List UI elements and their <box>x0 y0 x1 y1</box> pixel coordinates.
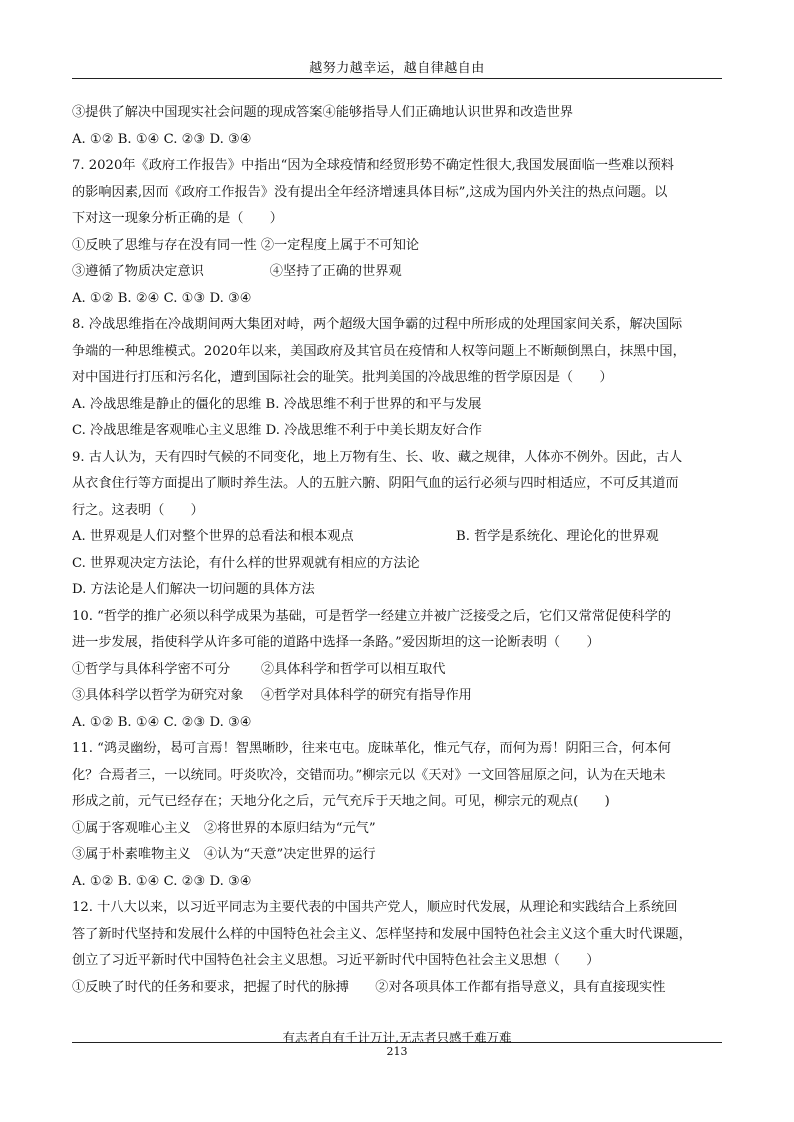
text-line: 的影响因素,因而《政府工作报告》没有提出全年经济增速具体目标”,这成为国内外关注的热点问题。以 <box>72 184 668 200</box>
text-line: ③具体科学以哲学为研究对象 ④哲学对具体科学的研究有指导作用 <box>72 688 472 703</box>
text-line: ③遵循了物质决定意识 ④坚持了正确的世界观 <box>72 264 402 279</box>
text-line: 进一步发展，指使科学从许多可能的道路中选择一条路。”爱因斯坦的这一论断表明（ ） <box>72 635 600 650</box>
text-line: A. ①② B. ②④ C. ①③ D. ③④ <box>72 290 252 306</box>
text-line: 8. 冷战思维指在冷战期间两大集团对峙，两个超级大国争霸的过程中所形成的处理国家间关系，解决国际 <box>72 317 683 332</box>
page-footer-motto: 有志者自有千计万计,无志者只感千难万难 <box>282 1030 512 1045</box>
text-line: 下对这一现象分析正确的是（ ） <box>72 211 283 226</box>
text-line: 11. “鸿灵幽纷，曷可言焉！智黑晰眇，往来屯屯。庞昧革化，惟元气存，而何为焉！阴阳三合，何本何 <box>72 741 671 756</box>
question-content <box>72 100 722 1001</box>
text-line: ①反映了思维与存在没有同一性 ②一定程度上属于不可知论 <box>72 237 420 253</box>
text-line: 10. “哲学的推广必须以科学成果为基础，可是哲学一经建立并被广泛接受之后，它们又常常促使科学的 <box>72 608 671 624</box>
text-line: ①哲学与具体科学密不可分 ②具体科学和哲学可以相互取代 <box>72 661 446 677</box>
q9-options-row <box>72 524 722 551</box>
text-line: 答了新时代坚持和发展什么样的中国特色社会主义、怎样坚持和发展中国特色社会主义这个重大时代课题， <box>72 926 692 942</box>
text-line: 从衣食住行等方面提出了顺时养生法。人的五脏六腑、阴阳气血的运行必须与四时相适应，不可反其道而 <box>72 476 679 491</box>
text-line: 9. 古人认为，天有四时气候的不同变化，地上万物有生、长、收、藏之规律，人体亦不例外。因此，古人 <box>72 449 683 465</box>
page-number: 213 <box>386 1045 408 1058</box>
q9-option-a: A. 世界观是人们对整个世界的总看法和根本观点 <box>72 529 354 544</box>
text-line: A. ①② B. ①④ C. ②③ D. ③④ <box>72 714 252 730</box>
header-rule <box>72 78 722 79</box>
footer-rule <box>72 1042 722 1043</box>
q9-option-d: D. 方法论是人们解决一切问题的具体方法 <box>72 582 315 597</box>
text-line: C. 冷战思维是客观唯心主义思维 D. 冷战思维不利于中美长期友好合作 <box>72 423 482 438</box>
text-line: A. ①② B. ①④ C. ②③ D. ③④ <box>72 131 252 147</box>
text-line: 7. 2020年《政府工作报告》中指出“因为全球疫情和经贸形势不确定性很大,我国发展面临一些难以预料 <box>72 158 674 173</box>
text-line: ③提供了解决中国现实社会问题的现成答案④能够指导人们正确地认识世界和改造世界 <box>72 105 574 120</box>
text-line: A. 冷战思维是静止的僵化的思维 B. 冷战思维不利于世界的和平与发展 <box>72 396 482 412</box>
text-line: 行之。这表明（ ） <box>72 502 204 518</box>
text-line: 12. 十八大以来，以习近平同志为主要代表的中国共产党人，顺应时代发展，从理论和实践结合上系统回 <box>72 900 678 915</box>
text-line: ③属于朴素唯物主义 ④认为“天意”决定世界的运行 <box>72 847 376 862</box>
q9-option-c: C. 世界观决定方法论，有什么样的世界观就有相应的方法论 <box>72 555 420 571</box>
text-line: ①反映了时代的任务和要求，把握了时代的脉搏 ②对各项具体工作都有指导意义，具有直接现实性 <box>72 979 666 995</box>
page-header-motto: 越努力越幸运，越自律越自由 <box>309 61 485 76</box>
text-line: 化？合焉者三，一以统同。吁炎吹冷，交错而功。”柳宗元以《天对》一文回答屈原之问，认为在天地未 <box>72 767 666 783</box>
q9-option-b: B. 哲学是系统化、理论化的世界观 <box>456 529 659 544</box>
text-line: 争端的一种思维模式。2020年以来，美国政府及其官员在疫情和人权等问题上不断颠倒黑白，抹黑中国， <box>72 343 686 359</box>
text-line: 对中国进行打压和污名化，遭到国际社会的耻笑。批判美国的冷战思维的哲学原因是（ ） <box>72 370 613 385</box>
text-line: ①属于客观唯心主义 ②将世界的本原归结为“元气” <box>72 820 376 836</box>
text-line: A. ①② B. ①④ C. ②③ D. ③④ <box>72 873 252 889</box>
text-line: 创立了习近平新时代中国特色社会主义思想。习近平新时代中国特色社会主义思想（ ） <box>72 953 600 968</box>
text-line: 形成之前，元气已经存在；天地分化之后，元气充斥于天地之间。可见，柳宗元的观点( ) <box>72 794 610 809</box>
